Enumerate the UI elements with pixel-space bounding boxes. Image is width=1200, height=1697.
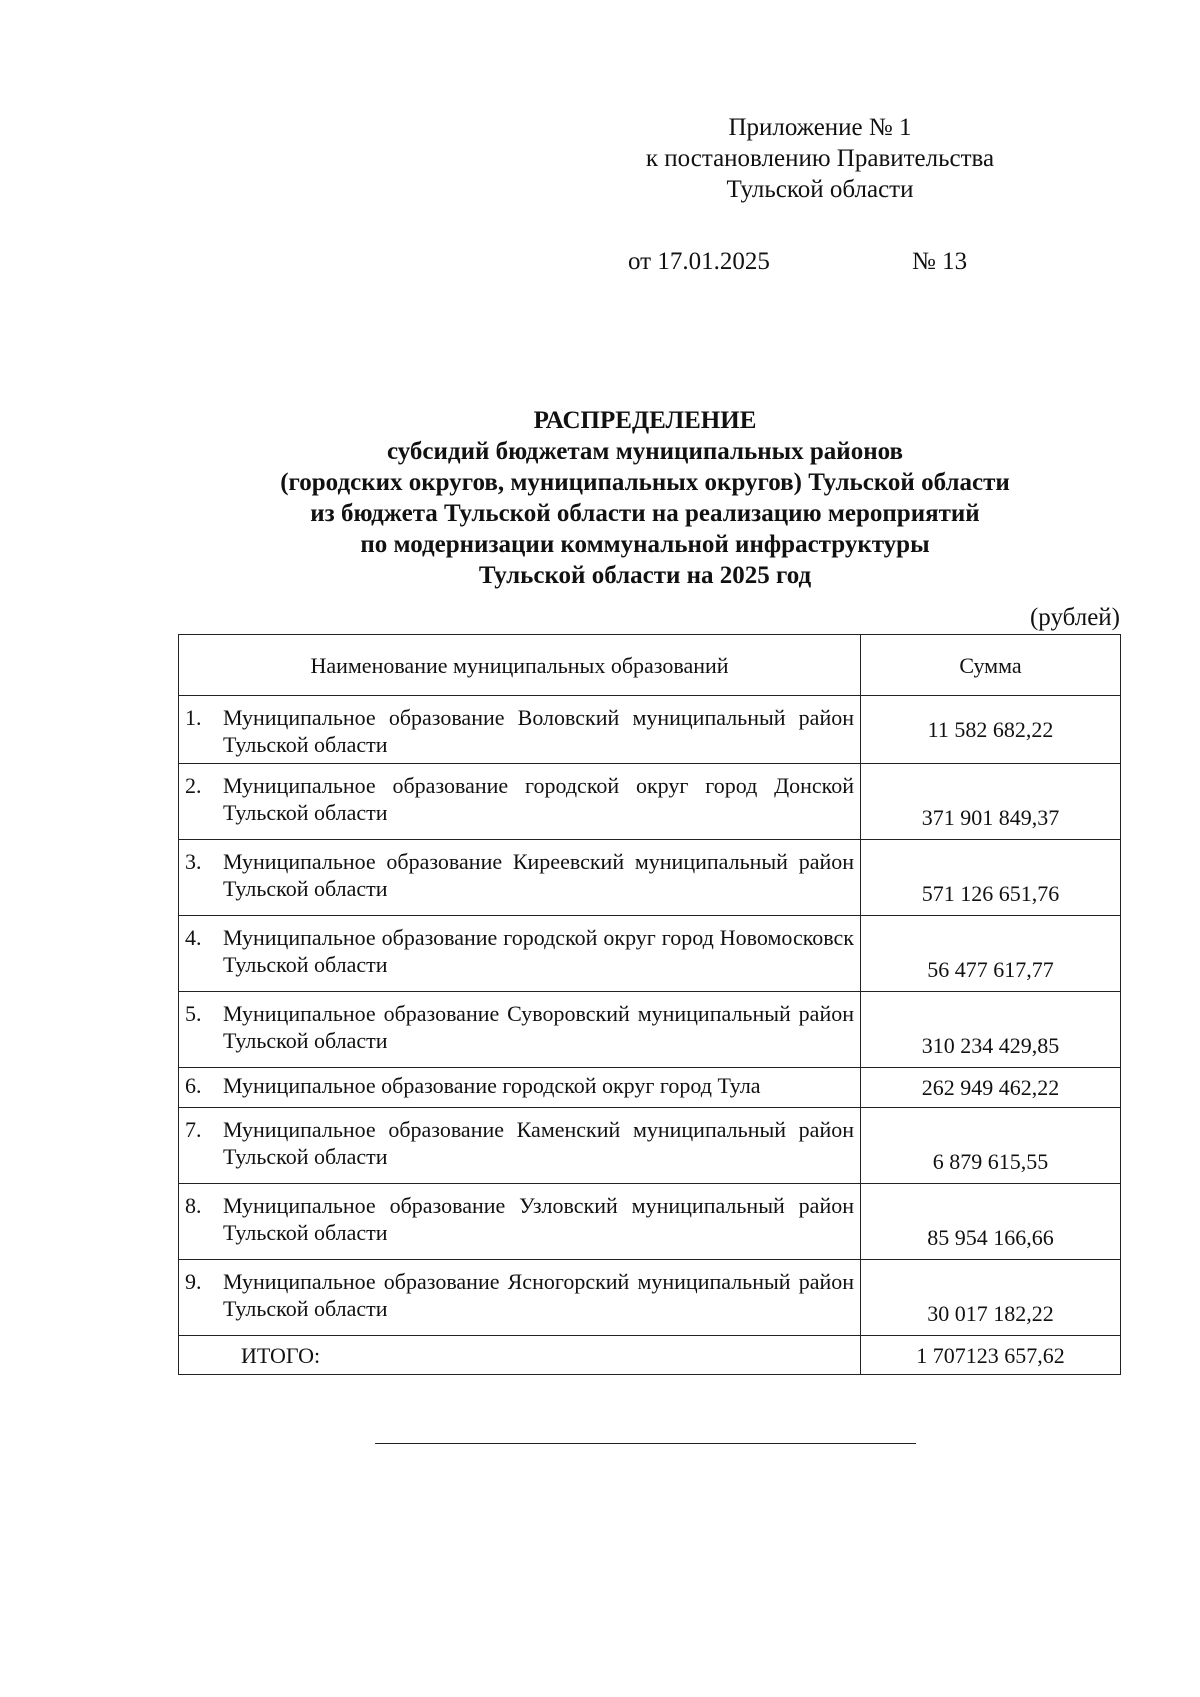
row-name: Муниципальное образование Суворовский муниципальный район Тульской области (223, 1001, 854, 1053)
row-sum: 571 126 651,76 (861, 840, 1121, 916)
appendix-reference (560, 112, 1080, 205)
row-number: 3. (185, 849, 202, 874)
row-name: Муниципальное образование Ясногорский муниципальный район Тульской области (223, 1269, 854, 1321)
row-sum: 262 949 462,22 (861, 1068, 1121, 1108)
row-number: 6. (185, 1073, 202, 1098)
header-sum: Сумма (861, 635, 1121, 696)
appendix-line: к постановлению Правительства (645, 145, 995, 172)
row-name: Муниципальное образование Каменский муниципальный район Тульской области (223, 1117, 854, 1169)
title-line: Тульской области на 2025 год (478, 562, 812, 589)
title-line: субсидий бюджетам муниципальных районов (386, 438, 903, 465)
row-number: 7. (185, 1117, 202, 1142)
document-title (150, 405, 1140, 591)
row-sum: 85 954 166,66 (861, 1184, 1121, 1260)
table-row (179, 1068, 1121, 1108)
header-name: Наименование муниципальных образований (179, 635, 861, 696)
table-row (179, 696, 1121, 764)
table-row (179, 1184, 1121, 1260)
total-sum: 1 707123 657,62 (861, 1336, 1121, 1375)
row-number: 5. (185, 1001, 202, 1026)
row-sum: 30 017 182,22 (861, 1260, 1121, 1336)
total-row (179, 1336, 1121, 1375)
table-row (179, 1260, 1121, 1336)
table-row (179, 992, 1121, 1068)
row-sum: 6 879 615,55 (861, 1108, 1121, 1184)
table-row (179, 916, 1121, 992)
row-number: 8. (185, 1193, 202, 1218)
row-name: Муниципальное образование Киреевский муниципальный район Тульской области (223, 849, 854, 901)
table-header-row (179, 635, 1121, 696)
row-sum: 11 582 682,22 (861, 696, 1121, 764)
row-name: Муниципальное образование Узловский муниципальный район Тульской области (223, 1193, 854, 1245)
table-row (179, 840, 1121, 916)
units-label: (рублей) (1029, 604, 1120, 631)
title-line: по модернизации коммунальной инфраструктуры (360, 531, 930, 558)
closing-divider (375, 1443, 916, 1444)
row-number: 2. (185, 773, 202, 798)
row-sum: 310 234 429,85 (861, 992, 1121, 1068)
title-line: РАСПРЕДЕЛЕНИЕ (533, 407, 757, 434)
appendix-line: Приложение № 1 (728, 114, 912, 141)
title-line: из бюджета Тульской области на реализацию мероприятий (310, 500, 980, 527)
title-line: (городских округов, муниципальных округов) Тульской области (280, 469, 1010, 496)
table-row (179, 1108, 1121, 1184)
row-name: Муниципальное образование городской округ город Тула (223, 1073, 761, 1098)
appendix-line: Тульской области (726, 176, 914, 203)
row-sum: 371 901 849,37 (861, 764, 1121, 840)
row-sum: 56 477 617,77 (861, 916, 1121, 992)
document-number: № 13 (912, 248, 968, 275)
document-date: от 17.01.2025 (628, 248, 770, 275)
row-number: 4. (185, 925, 202, 950)
row-name: Муниципальное образование Воловский муниципальный район Тульской области (223, 705, 854, 757)
total-label: ИТОГО: (179, 1336, 861, 1375)
row-number: 9. (185, 1269, 202, 1294)
row-number: 1. (185, 705, 202, 730)
distribution-table (178, 634, 1121, 1375)
row-name: Муниципальное образование городской округ город Донской Тульской области (223, 773, 854, 825)
table-row (179, 764, 1121, 840)
row-name: Муниципальное образование городской округ город Новомосковск Тульской области (223, 925, 854, 977)
